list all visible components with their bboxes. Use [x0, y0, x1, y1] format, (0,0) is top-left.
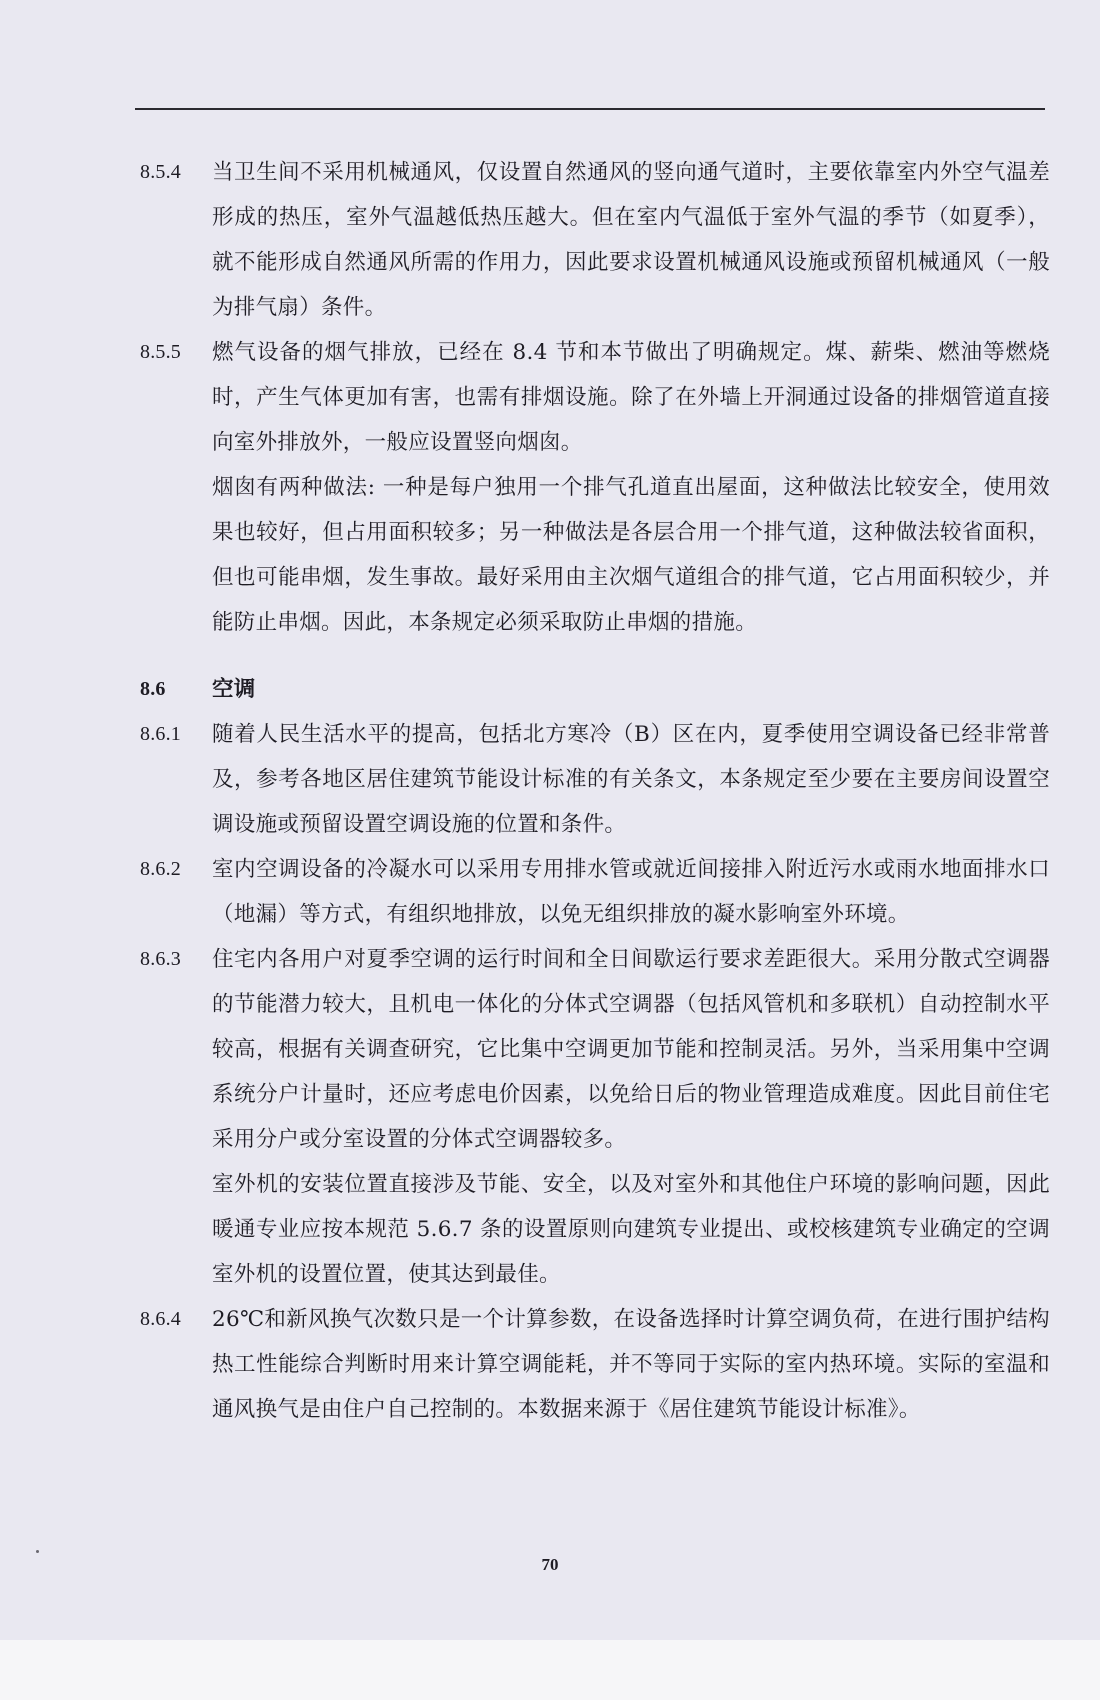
clause-8-6-4	[140, 1297, 1050, 1432]
clause-text	[212, 1297, 1050, 1432]
clause-number: 8.6.2	[140, 858, 181, 880]
clause-text	[212, 847, 1050, 937]
scan-margin	[0, 1640, 1100, 1700]
section-number: 8.6	[140, 678, 166, 700]
clause-text	[212, 150, 1050, 330]
paragraph: 26℃和新风换气次数只是一个计算参数，在设备选择时计算空调负荷，在进行围护结构热工性能综合判断时用来计算空调能耗，并不等同于实际的室内热环境。实际的室温和通风换气是由住户自己控制的。本数据来源于《居住建筑节能设计标准》。	[212, 1307, 1050, 1422]
paragraph: 室内空调设备的冷凝水可以采用专用排水管或就近间接排入附近污水或雨水地面排水口（地漏）等方式，有组织地排放，以免无组织排放的凝水影响室外环境。	[212, 857, 1050, 927]
clause-number: 8.6.1	[140, 723, 181, 745]
clause-8-6-1	[140, 712, 1050, 847]
section-heading-8-6	[140, 667, 1050, 712]
page-content	[140, 150, 1050, 1432]
header-rule	[135, 108, 1045, 110]
paragraph: 随着人民生活水平的提高，包括北方寒冷（B）区在内，夏季使用空调设备已经非常普及，参考各地区居住建筑节能设计标准的有关条文，本条规定至少要在主要房间设置空调设施或预留设置空调设施的位置和条件。	[212, 722, 1050, 837]
clause-number: 8.5.5	[140, 341, 181, 363]
paragraph: 燃气设备的烟气排放，已经在 8.4 节和本节做出了明确规定。煤、薪柴、燃油等燃烧时，产生气体更加有害，也需有排烟设施。除了在外墙上开洞通过设备的排烟管道直接向室外排放外，一般应设置竖向烟囱。	[212, 340, 1050, 455]
clause-text	[212, 330, 1050, 645]
clause-text	[212, 712, 1050, 847]
paragraph: 烟囱有两种做法: 一种是每户独用一个排气孔道直出屋面，这种做法比较安全，使用效果也较好，但占用面积较多；另一种做法是各层合用一个排气道，这种做法较省面积，但也可能串烟，发生事故。最好采用由主次烟气道组合的排气道，它占用面积较少，并能防止串烟。因此，本条规定必须采取防止串烟的措施。	[212, 475, 1050, 635]
paragraph: 室外机的安装位置直接涉及节能、安全，以及对室外和其他住户环境的影响问题，因此暖通专业应按本规范 5.6.7 条的设置原则向建筑专业提出、或校核建筑专业确定的空调室外机的设置位置，使其达到最佳。	[212, 1172, 1050, 1287]
clause-8-6-3	[140, 937, 1050, 1297]
clause-number: 8.5.4	[140, 161, 181, 183]
paragraph: 当卫生间不采用机械通风，仅设置自然通风的竖向通气道时，主要依靠室内外空气温差形成的热压，室外气温越低热压越大。但在室内气温低于室外气温的季节（如夏季），就不能形成自然通风所需的作用力，因此要求设置机械通风设施或预留机械通风（一般为排气扇）条件。	[212, 160, 1050, 320]
clause-8-5-4	[140, 150, 1050, 330]
clause-text	[212, 937, 1050, 1297]
scan-speck	[36, 1550, 39, 1553]
clause-8-5-5	[140, 330, 1050, 645]
clause-8-6-2	[140, 847, 1050, 937]
paragraph: 住宅内各用户对夏季空调的运行时间和全日间歇运行要求差距很大。采用分散式空调器的节能潜力较大，且机电一体化的分体式空调器（包括风管机和多联机）自动控制水平较高，根据有关调查研究，它比集中空调更加节能和控制灵活。另外，当采用集中空调系统分户计量时，还应考虑电价因素，以免给日后的物业管理造成难度。因此目前住宅采用分户或分室设置的分体式空调器较多。	[212, 947, 1050, 1152]
clause-number: 8.6.4	[140, 1308, 181, 1330]
section-title: 空调	[212, 677, 256, 702]
page-number: 70	[541, 1555, 559, 1574]
clause-number: 8.6.3	[140, 948, 181, 970]
